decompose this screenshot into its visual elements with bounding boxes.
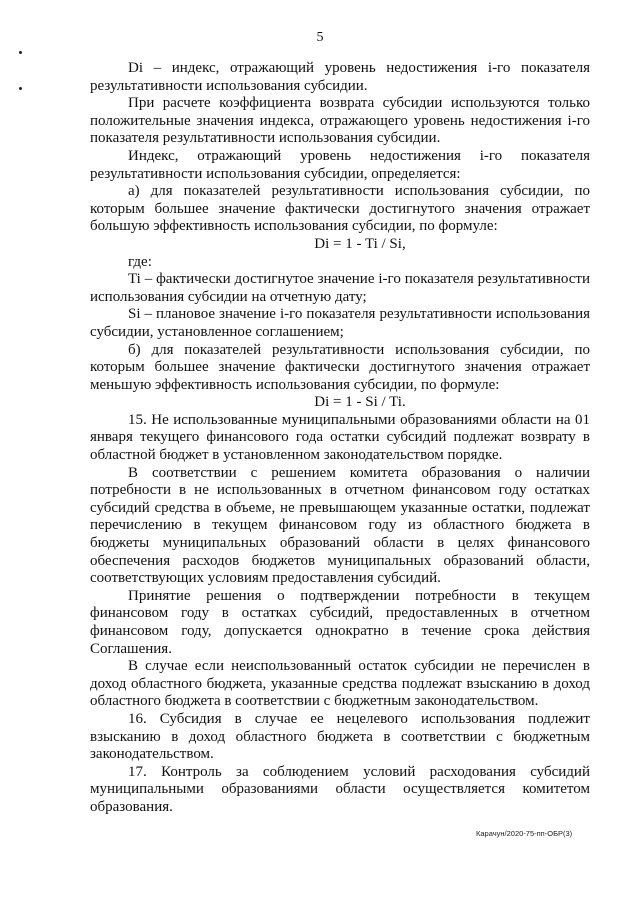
formula-a: Di = 1 - Ti / Si, <box>314 235 406 252</box>
paragraph-15-recovery: В случае если неиспользованный остаток субсидии не перечислен в доход областного бюджета, указанные средства подлежат взысканию в доход областного бюджета в соответствии с бюджетным законодательством. <box>90 658 590 710</box>
paragraph-index-intro: Индекс, отражающий уровень недостижения i-го показателя результативности использования субсидии, определяется: <box>90 147 590 182</box>
paragraph-17: 17. Контроль за соблюдением условий расходования субсидий муниципальными образованиями области осуществляется комитетом образования. <box>90 763 590 815</box>
paragraph-case-b: б) для показателей результативности использования субсидии, по которым большее значение фактически достигнутого значения отражает меньшую эффективность использования субсидии, по формуле: <box>90 341 590 393</box>
paragraph-16: 16. Субсидия в случае ее нецелевого использования подлежит взысканию в доход областного бюджета в соответствии с бюджетным законодательством. <box>90 710 590 763</box>
margin-mark <box>19 51 22 54</box>
paragraph-15: 15. Не использованные муниципальными образованиями области на 01 января текущего финансового года остатки субсидий подлежат возврату в областной бюджет в установленном законодательством порядке. <box>90 411 590 464</box>
paragraph-15-decision: В соответствии с решением комитета образования о наличии потребности в не использованных в отчетном финансовом году остатках субсидий средства в объеме, не превышающем указанные остатки, подлежат перечислению в текущем финансовом году из областного бюджета в бюджеты муниципальных образований области в целях финансового обеспечения расходов бюджетов муниципальных образований области, соответствующих условиям предоставления субсидий. <box>90 464 590 587</box>
formula-b: Di = 1 - Si / Ti. <box>314 394 406 411</box>
where-label: где: <box>128 253 152 270</box>
paragraph-case-a: а) для показателей результативности использования субсидии, по которым большее значение фактически достигнутого значения отражает большую эффективность использования субсидии, по формуле: <box>90 183 590 235</box>
paragraph-ti-definition: Ti – фактически достигнутое значение i-го показателя результативности использования субсидии на отчетную дату; <box>90 271 590 305</box>
page-number: 5 <box>316 30 324 45</box>
document-body <box>90 60 590 817</box>
margin-mark <box>19 87 22 90</box>
paragraph-si-definition: Si – плановое значение i-го показателя результативности использования субсидии, установленное соглашением; <box>90 306 590 340</box>
paragraph-15-confirmation: Принятие решения о подтверждении потребности в текущем финансовом году в остатках субсидий, предоставленных в отчетном финансовом году, допускается однократно в течение срока действия Соглашения. <box>90 587 590 657</box>
paragraph-positive-values: При расчете коэффициента возврата субсидии используются только положительные значения индекса, отражающего уровень недостижения i-го показателя результативности использования субсидии. <box>90 95 590 147</box>
paragraph-di-definition: Di – индекс, отражающий уровень недостижения i-го показателя результативности использования субсидии. <box>90 60 590 94</box>
document-code: Карачун/2020-75-пп-ОБР(3) <box>476 829 573 838</box>
